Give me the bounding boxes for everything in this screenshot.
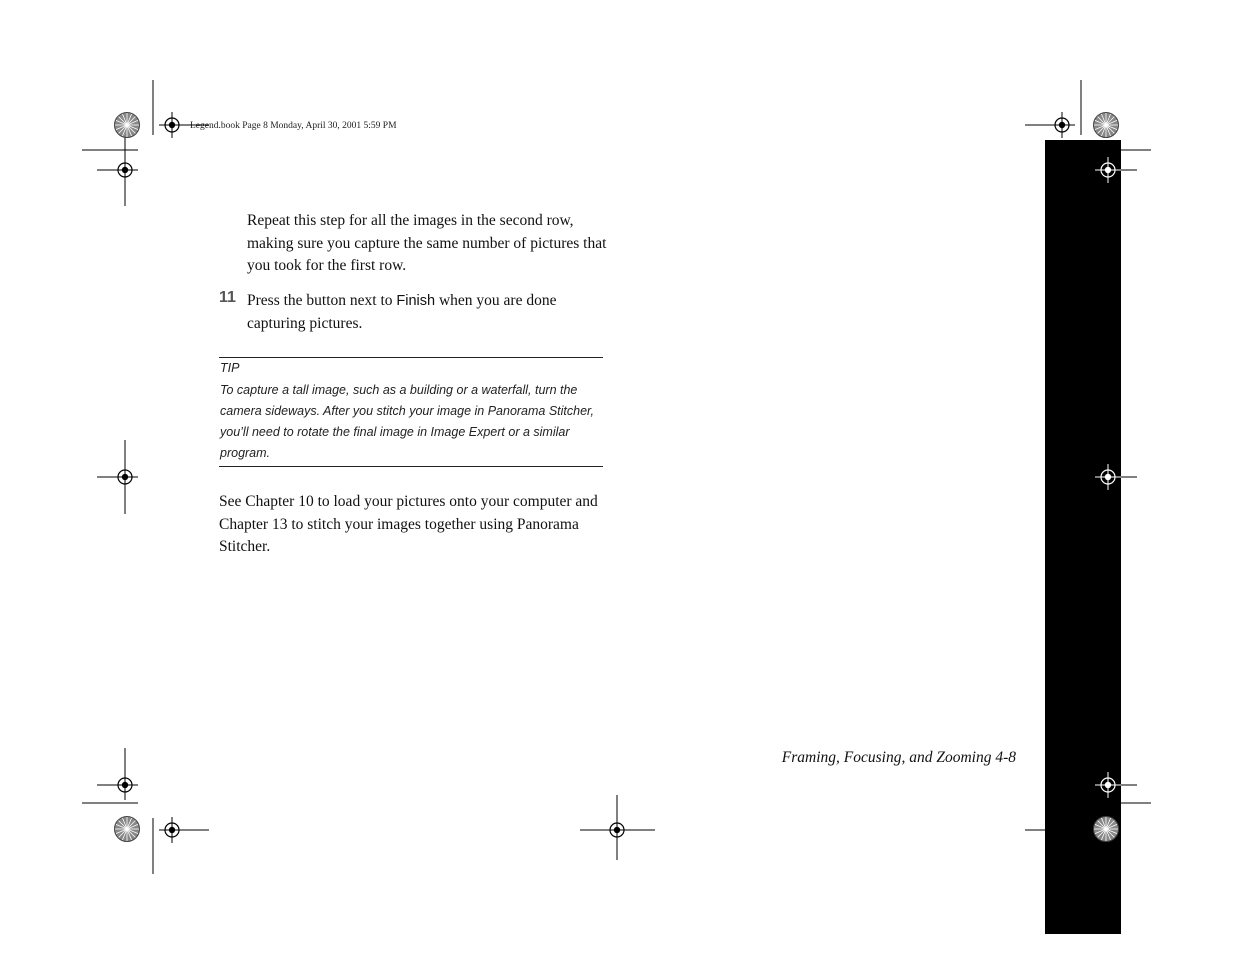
repeat-paragraph: Repeat this step for all the images in the second row, making sure you capture the same number of pictures that you took for the first row. bbox=[247, 212, 607, 274]
running-footer: Framing, Focusing, and Zooming 4-8 bbox=[781, 749, 1016, 766]
step-text-after: when you are done capturing pictures. bbox=[247, 292, 557, 332]
step-text-before: Press the button next to bbox=[247, 292, 397, 309]
print-slug: Legend.book Page 8 Monday, April 30, 2001 5:59 PM bbox=[190, 121, 397, 131]
tip-text: To capture a tall image, such as a building or a waterfall, turn the camera sideways. After you stitch your image in Panorama Stitcher, you’ll need to rotate the final image in Image Expert or a similar program. bbox=[220, 383, 595, 460]
step-number: 11 bbox=[219, 289, 236, 306]
tip-label: TIP bbox=[220, 361, 240, 375]
finish-term: Finish bbox=[396, 293, 436, 309]
see-chapters-paragraph: See Chapter 10 to load your pictures onto your computer and Chapter 13 to stitch your images together using Panorama Stitcher. bbox=[219, 493, 598, 555]
